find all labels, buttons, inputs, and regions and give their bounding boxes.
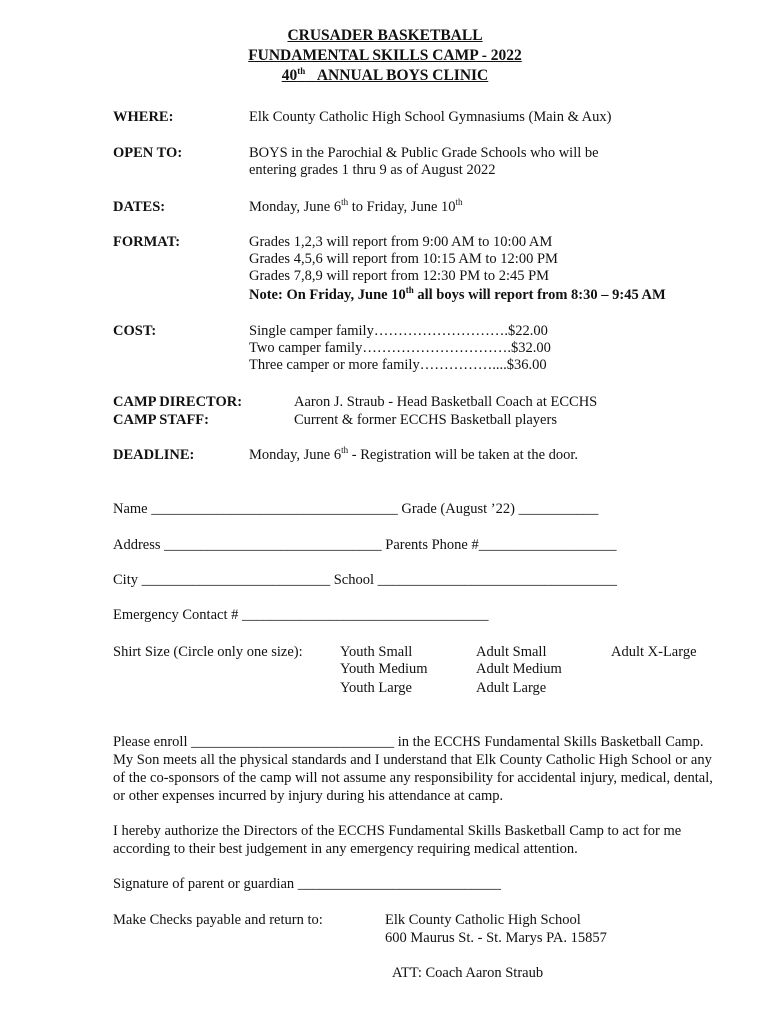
cost-line-2: Two camper family………………………….$32.00 <box>249 340 551 356</box>
enroll-suffix: in the ECCHS Fundamental Skills Basketball <box>397 734 662 750</box>
shirt-adult-xlarge[interactable]: Adult X-Large <box>611 644 697 660</box>
authorize-paragraph: I hereby authorize the Directors of the ECCHS Fundamental Skills Basketball Camp to act for me according to their best judgement in any emergency requiring medical attention. <box>113 823 682 857</box>
emergency-row <box>113 607 489 624</box>
where-value: Elk County Catholic High School Gymnasiums (Main & Aux) <box>249 109 612 125</box>
parents-phone-field[interactable]: ___________________ <box>478 537 617 553</box>
deadline-value <box>249 447 578 464</box>
name-row <box>113 501 598 518</box>
name-label: Name <box>113 501 148 517</box>
shirt-youth-medium[interactable]: Youth Medium <box>340 661 428 677</box>
format-note <box>249 287 666 304</box>
deadline-label: DEADLINE: <box>113 447 195 463</box>
deadline-note: - Registration will be taken at the door. <box>348 447 579 463</box>
signature-row <box>113 876 501 893</box>
shirt-adult-large[interactable]: Adult Large <box>476 680 547 696</box>
dates-end-suffix: th <box>455 197 463 208</box>
school-field[interactable]: _________________________________ <box>377 572 617 588</box>
payment-label: Make Checks payable and return to: <box>113 912 323 928</box>
title-line-2: FUNDAMENTAL SKILLS CAMP - 2022 <box>248 47 522 64</box>
deadline-date-suffix: th <box>341 445 349 456</box>
camp-staff-label: CAMP STAFF: <box>113 412 209 428</box>
enroll-child-name-field[interactable]: ____________________________ <box>191 734 395 750</box>
payment-attention: ATT: Coach Aaron Straub <box>392 965 544 981</box>
camp-staff-value: Current & former ECCHS Basketball players <box>294 412 557 428</box>
format-note-time: all boys will report from 8:30 – 9:45 AM <box>413 287 666 303</box>
format-note-label: Note <box>249 287 278 303</box>
grade-field[interactable]: ___________ <box>518 501 599 517</box>
payment-school-name: Elk County Catholic High School <box>385 912 581 928</box>
where-label: WHERE: <box>113 109 174 125</box>
open-to-line-1: BOYS in the Parochial & Public Grade Schools who will be <box>249 145 599 161</box>
dates-end: to Friday, June 10 <box>348 199 456 215</box>
format-label: FORMAT: <box>113 234 181 250</box>
title-line-3 <box>0 67 770 84</box>
emergency-contact-label: Emergency Contact # <box>113 607 239 623</box>
emergency-contact-field[interactable]: __________________________________ <box>242 607 489 623</box>
format-line-1: Grades 1,2,3 will report from 9:00 AM to 10:00 AM <box>249 234 553 250</box>
signature-field[interactable]: ____________________________ <box>297 876 501 892</box>
format-note-suffix: th <box>405 285 414 296</box>
address-label: Address <box>113 537 161 553</box>
shirt-adult-medium[interactable]: Adult Medium <box>476 661 562 677</box>
deadline-date: Monday, June 6 <box>249 447 342 463</box>
open-to-label: OPEN TO: <box>113 145 183 161</box>
name-field[interactable]: __________________________________ <box>151 501 398 517</box>
payment-address: 600 Maurus St. - St. Marys PA. 15857 <box>385 930 607 946</box>
camp-director-value: Aaron J. Straub - Head Basketball Coach at ECCHS <box>294 394 598 410</box>
format-line-3: Grades 7,8,9 will report from 12:30 PM to 2:45 PM <box>249 268 550 284</box>
title-anniversary-number: 40 <box>281 67 298 84</box>
format-line-2: Grades 4,5,6 will report from 10:15 AM to 12:00 PM <box>249 251 558 267</box>
cost-line-1: Single camper family……………………….$22.00 <box>249 323 548 339</box>
shirt-youth-large[interactable]: Youth Large <box>340 680 412 696</box>
shirt-youth-small[interactable]: Youth Small <box>340 644 413 660</box>
title-anniversary-suffix: th <box>297 65 306 76</box>
grade-label: Grade (August ’22) <box>401 501 515 517</box>
title-line-1: CRUSADER BASKETBALL <box>287 27 483 44</box>
dates-start-suffix: th <box>341 197 349 208</box>
parents-phone-label: Parents Phone # <box>385 537 479 553</box>
cost-label: COST: <box>113 323 157 339</box>
signature-label: Signature of parent or guardian <box>113 876 295 892</box>
dates-value <box>249 199 463 216</box>
enroll-paragraph <box>113 733 713 805</box>
title-clinic-name: ANNUAL BOYS CLINIC <box>316 67 489 84</box>
city-row <box>113 572 617 589</box>
address-row <box>113 537 616 554</box>
camp-director-label: CAMP DIRECTOR: <box>113 394 243 410</box>
cost-line-3: Three camper or more family……………....$36.00 <box>249 357 547 373</box>
shirt-adult-small[interactable]: Adult Small <box>476 644 547 660</box>
enroll-prefix: Please enroll <box>113 734 188 750</box>
open-to-line-2: entering grades 1 thru 9 as of August 2022 <box>249 162 496 178</box>
enroll-disclaimer: Camp. My Son meets all the physical standards and I understand that Elk County Catholic High School or any of the co-sponsors of the camp will not assume any responsibility for accidental injury, medical, dental, or other expenses incurred by injury during his attendance at camp. <box>113 734 713 804</box>
address-field[interactable]: ______________________________ <box>164 537 382 553</box>
format-note-text: : On Friday, June 10 <box>278 287 406 303</box>
city-label: City <box>113 572 138 588</box>
city-field[interactable]: __________________________ <box>141 572 331 588</box>
dates-start: Monday, June 6 <box>249 199 342 215</box>
shirt-size-label: Shirt Size (Circle only one size): <box>113 644 303 660</box>
school-label: School <box>333 572 375 588</box>
dates-label: DATES: <box>113 199 166 215</box>
